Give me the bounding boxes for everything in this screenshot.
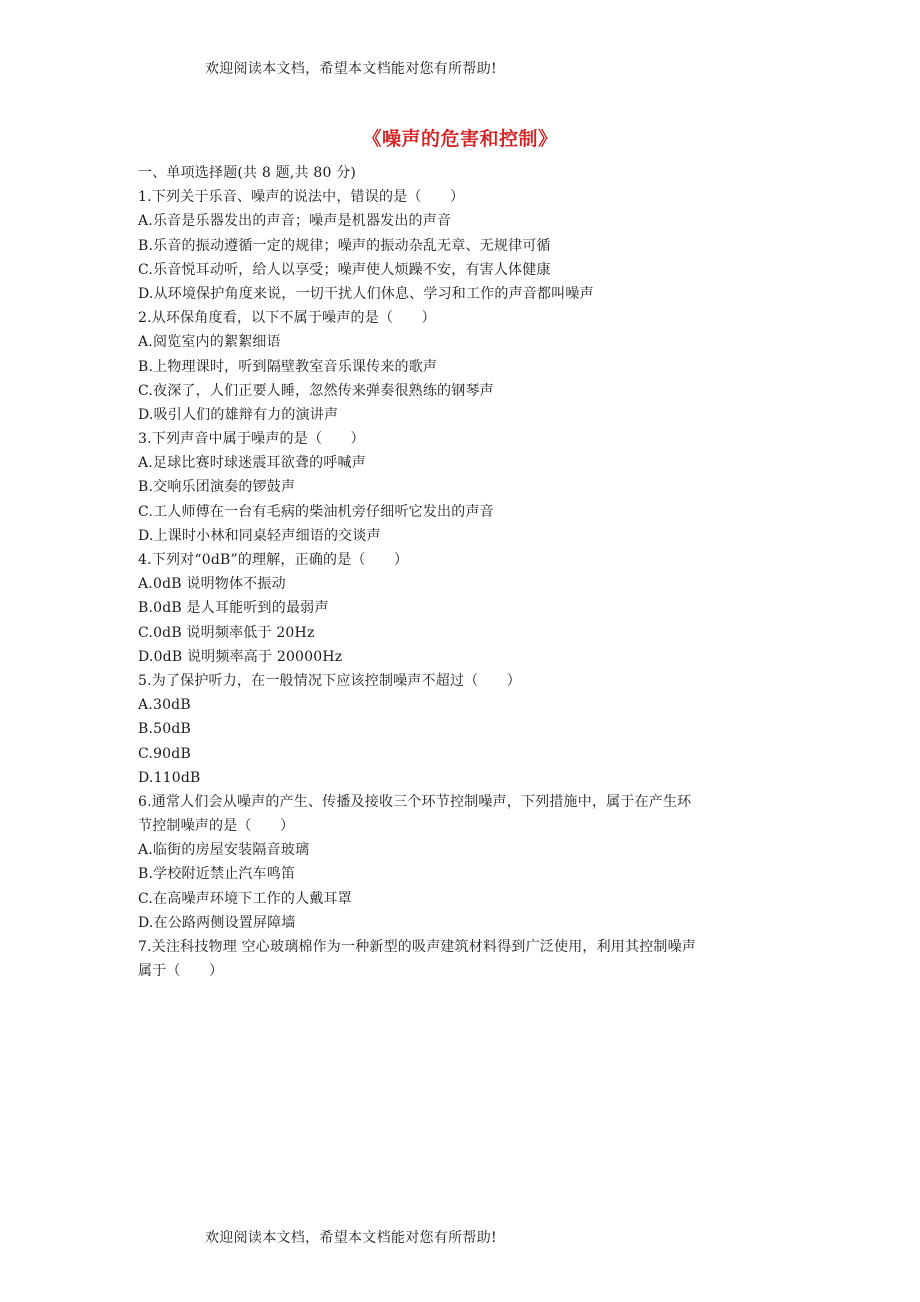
option-d: D.在公路两侧设置屏障墙 — [138, 914, 296, 931]
question-stem-line-2: 属于（ ） — [138, 963, 224, 980]
question-stem: 1.下列关于乐音、噪声的说法中，错误的是（ ） — [138, 189, 465, 206]
section-heading: 一、单项选择题(共 8 题,共 80 分) — [138, 165, 357, 181]
option-a: A.乐音是乐器发出的声音；噪声是机器发出的声音 — [138, 213, 452, 230]
option-d: D.0dB 说明频率高于 20000Hz — [138, 648, 343, 665]
option-a: A.30dB — [138, 697, 191, 714]
question-5 — [138, 669, 786, 790]
option-c: C.乐音悦耳动听，给人以享受；噪声使人烦躁不安，有害人体健康 — [138, 261, 551, 278]
option-b: B.上物理课时，听到隔壁教室音乐课传来的歌声 — [138, 358, 438, 375]
option-d: D.110dB — [138, 769, 201, 786]
option-c: C.夜深了，人们正要人睡，忽然传来弹奏很熟练的钢琴声 — [138, 382, 494, 399]
question-1 — [138, 185, 786, 306]
document-body — [138, 161, 786, 983]
option-d: D.上课时小林和同桌轻声细语的交谈声 — [138, 527, 381, 544]
question-stem: 3.下列声音中属于噪声的是（ ） — [138, 431, 365, 448]
question-2 — [138, 306, 786, 427]
option-a: A.0dB 说明物体不振动 — [138, 576, 286, 593]
question-stem: 5.为了保护听力，在一般情况下应该控制噪声不超过（ ） — [138, 672, 521, 689]
option-c: C.工人师傅在一台有毛病的柴油机旁仔细听它发出的声音 — [138, 503, 494, 520]
option-a: A.足球比赛时球迷震耳欲聋的呼喊声 — [138, 455, 366, 472]
option-d: D.从环境保护角度来说，一切干扰人们休息、学习和工作的声音都叫噪声 — [138, 285, 594, 302]
page-footer: 欢迎阅读本文档，希望本文档能对您有所帮助! — [205, 1230, 497, 1246]
question-6 — [138, 790, 786, 935]
option-c: C.在高噪声环境下工作的人戴耳罩 — [138, 890, 352, 907]
option-d: D.吸引人们的雄辩有力的演讲声 — [138, 406, 339, 423]
question-stem-line-1: 7.关注科技物理 空心玻璃棉作为一种新型的吸声建筑材料得到广泛使用，利用其控制噪声 — [138, 939, 697, 955]
question-stem: 4.下列对“0dB”的理解，正确的是（ ） — [138, 552, 409, 568]
document-title: 《噪声的危害和控制》 — [362, 128, 558, 150]
option-c: C.90dB — [138, 745, 191, 762]
option-b: B.交响乐团演奏的锣鼓声 — [138, 479, 296, 496]
option-a: A.阅览室内的絮絮细语 — [138, 334, 281, 351]
question-4 — [138, 548, 786, 669]
option-c: C.0dB 说明频率低于 20Hz — [138, 624, 315, 641]
question-7 — [138, 935, 786, 983]
question-stem-line-2: 节控制噪声的是（ ） — [138, 818, 295, 835]
option-b: B.学校附近禁止汽车鸣笛 — [138, 866, 296, 883]
page-header: 欢迎阅读本文档，希望本文档能对您有所帮助! — [205, 61, 497, 77]
question-stem: 2.从环保角度看，以下不属于噪声的是（ ） — [138, 310, 436, 327]
option-b: B.乐音的振动遵循一定的规律；噪声的振动杂乱无章、无规律可循 — [138, 237, 551, 254]
question-3 — [138, 427, 786, 548]
option-a: A.临街的房屋安装隔音玻璃 — [138, 842, 310, 859]
option-b: B.0dB 是人耳能听到的最弱声 — [138, 600, 329, 617]
option-b: B.50dB — [138, 721, 192, 738]
question-stem-line-1: 6.通常人们会从噪声的产生、传播及接收三个环节控制噪声，下列措施中，属于在产生环 — [138, 793, 692, 810]
